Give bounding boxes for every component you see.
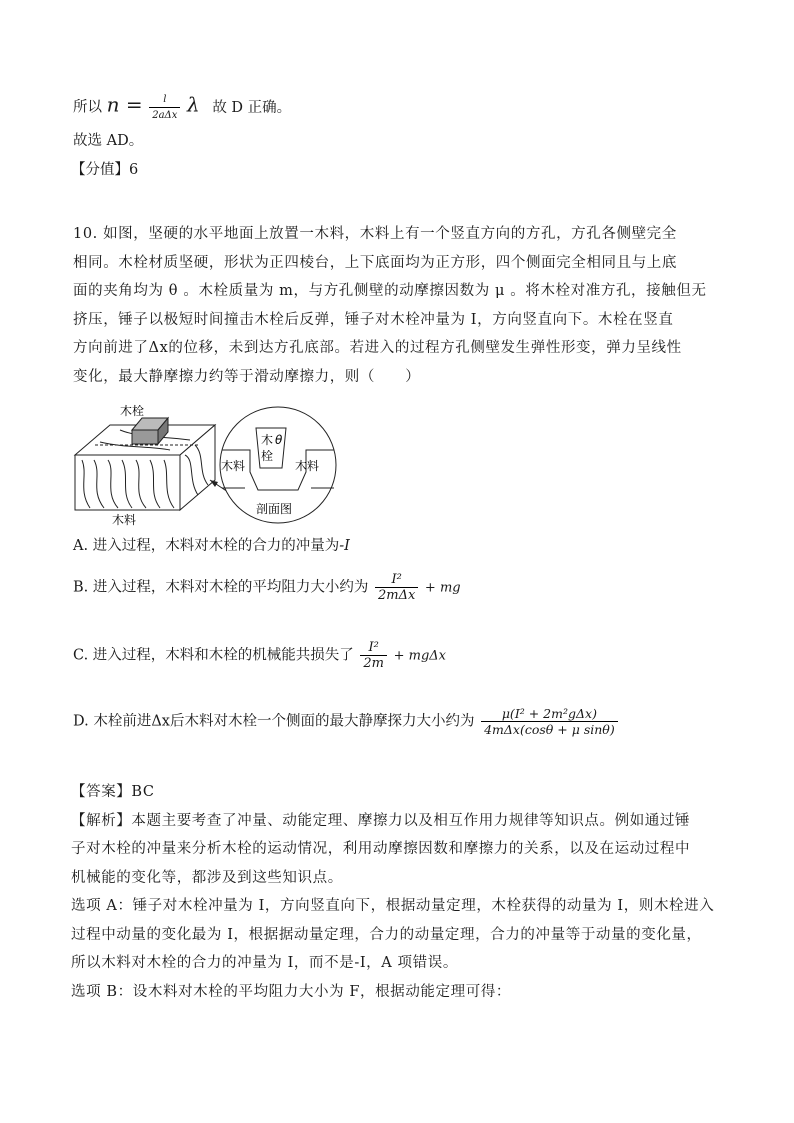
formula-denominator: 2aΔx bbox=[152, 110, 178, 121]
option-d-text: D. 木栓前进Δx后木料对木栓一个侧面的最大静摩探力大小约为 bbox=[73, 713, 475, 730]
formula-fraction bbox=[149, 92, 180, 123]
option-a-text: A. 进入过程，木料对木栓的合力的冲量为 bbox=[73, 538, 340, 554]
wood-label-right: 木料 bbox=[295, 459, 320, 473]
option-c-text: C. 进入过程，木料和木栓的机械能共损失了 bbox=[73, 647, 354, 664]
option-a-analysis-3: 所以木料对木栓的合力的冲量为 I，而不是-I，A 项错误。 bbox=[71, 955, 458, 971]
option-c-numerator: I² bbox=[360, 640, 387, 656]
formula-line bbox=[73, 92, 291, 123]
option-a-analysis-2: 过程中动量的变化最为 I，根据据动量定理，合力的动量定理，合力的冲量等于动量的变化量， bbox=[71, 926, 702, 943]
option-c-tail: + mgΔx bbox=[393, 648, 447, 664]
d-correct-text: 故 D 正确。 bbox=[212, 99, 292, 116]
formula-lambda: λ bbox=[187, 92, 200, 117]
analysis-line-2: 子对木栓的冲量来分析木栓的运动情况，利用动摩擦因数和摩擦力的关系，以及在运动过程中 bbox=[71, 841, 691, 857]
option-a-analysis-1: 选项 A：锤子对木栓冲量为 I，方向竖直向下，根据动量定理，木栓获得的动量为 I，则木栓进入 bbox=[71, 898, 715, 914]
option-b-denominator: 2mΔx bbox=[377, 588, 416, 603]
answer-label: 【答案】BC bbox=[71, 784, 155, 800]
question-line-4: 挤压，锤子以极短时间撞击木栓后反弹，锤子对木栓冲量为 I，方向竖直向下。木栓在竖直 bbox=[73, 311, 674, 328]
option-c bbox=[73, 640, 446, 671]
option-b-text: B. 进入过程，木料对木栓的平均阻力大小约为 bbox=[73, 579, 369, 596]
section-label: 剖面图 bbox=[256, 502, 293, 516]
theta-label: θ bbox=[275, 433, 283, 447]
option-b-numerator: I² bbox=[375, 572, 418, 588]
option-b-fraction bbox=[375, 572, 418, 603]
option-c-denominator: 2m bbox=[363, 656, 385, 671]
peg-wood-figure bbox=[70, 400, 360, 530]
wood-label-left: 木料 bbox=[221, 459, 246, 473]
option-b bbox=[73, 572, 461, 603]
question-line-1: 10. 如图，坚硬的水平地面上放置一木料，木料上有一个竖直方向的方孔，方孔各侧壁完全 bbox=[73, 226, 677, 242]
question-line-5: 方向前进了Δx的位移，未到达方孔底部。若进入的过程方孔侧壁发生弹性形变，弹力呈线性 bbox=[73, 340, 682, 356]
peg-label-bottom: 栓 bbox=[261, 449, 274, 463]
option-d-denominator: 4mΔx(cosθ + μ sinθ) bbox=[484, 722, 615, 737]
option-d bbox=[73, 706, 620, 737]
option-a-value: -I bbox=[339, 538, 350, 554]
option-a bbox=[73, 536, 350, 556]
option-d-numerator: μ(I² + 2m²gΔx) bbox=[481, 706, 618, 722]
option-b-analysis-1: 选项 B：设木料对木栓的平均阻力大小为 F，根据动能定理可得： bbox=[71, 983, 512, 1000]
option-b-tail: + mg bbox=[424, 580, 461, 596]
option-c-fraction bbox=[360, 640, 387, 671]
score-line: 【分值】6 bbox=[71, 162, 139, 178]
question-paragraph bbox=[73, 220, 723, 391]
peg-label: 木栓 bbox=[120, 404, 145, 418]
answer-section bbox=[71, 778, 721, 1006]
formula-lhs: n = bbox=[106, 92, 143, 117]
analysis-line-1: 【解析】本题主要考查了冲量、动能定理、摩擦力以及相互作用力规律等知识点。例如通过锤 bbox=[71, 812, 691, 829]
question-line-3: 面的夹角均为 θ 。木栓质量为 m，与方孔侧壁的动摩擦因数为 μ 。将木栓对准方孔，接触但无 bbox=[73, 283, 707, 299]
so-prefix: 所以 bbox=[73, 99, 102, 116]
formula-numerator: l bbox=[149, 92, 180, 108]
choose-line: 故选 AD。 bbox=[73, 133, 144, 149]
question-line-2: 相同。木栓材质坚硬，形状为正四棱台，上下底面均为正方形，四个侧面完全相同且与上底 bbox=[73, 254, 677, 271]
option-d-fraction bbox=[481, 706, 618, 737]
peg-label-top: 木 bbox=[261, 433, 274, 447]
analysis-line-3: 机械能的变化等，都涉及到这些知识点。 bbox=[71, 869, 343, 886]
wood-label-bottom: 木料 bbox=[112, 513, 137, 527]
question-line-6: 变化，最大静摩擦力约等于滑动摩擦力，则（ ） bbox=[73, 368, 421, 385]
